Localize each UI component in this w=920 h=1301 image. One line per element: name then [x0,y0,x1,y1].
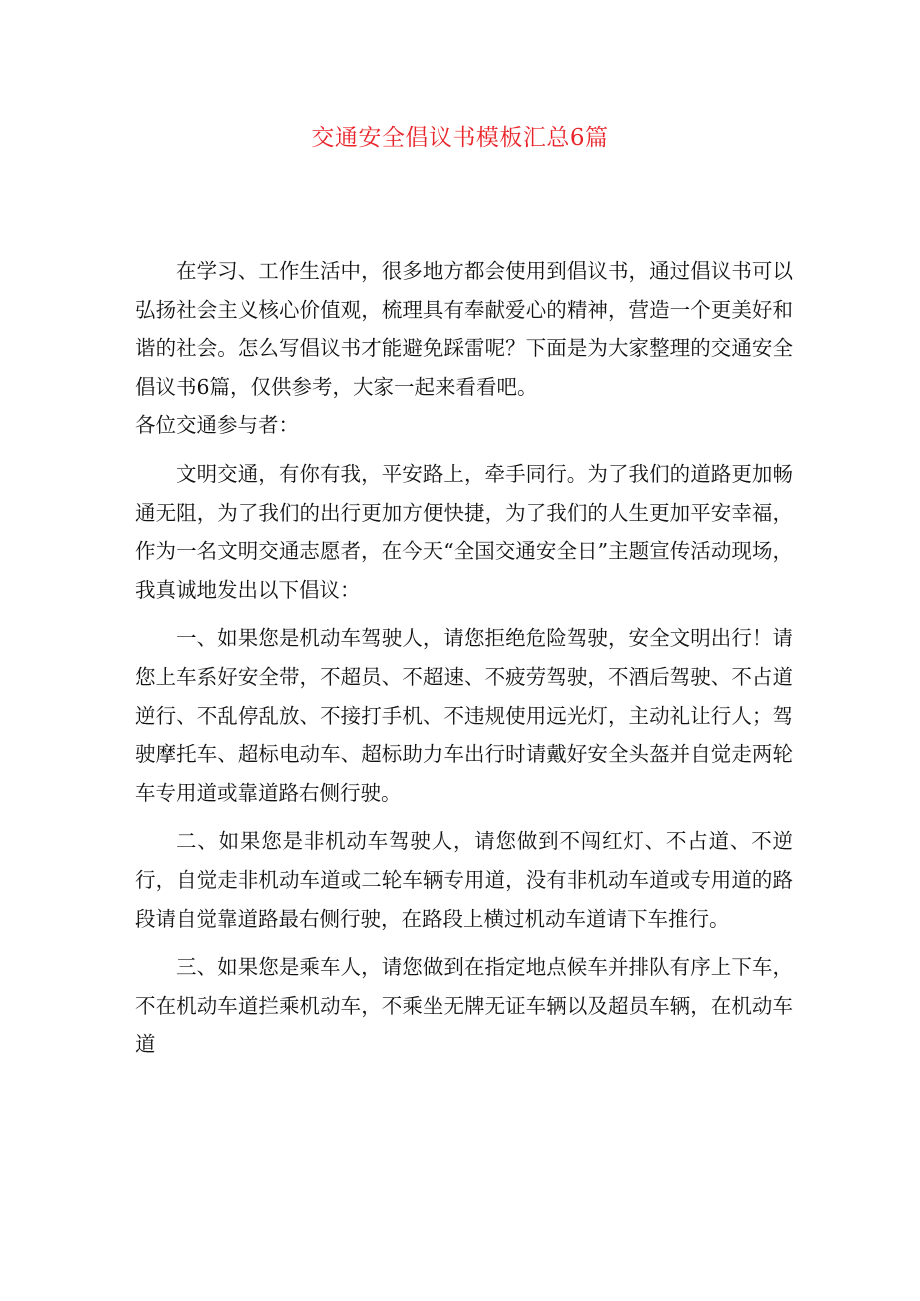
body-paragraph: 一、如果您是机动车驾驶人，请您拒绝危险驾驶，安全文明出行！请您上车系好安全带，不超员、不超速、不疲劳驾驶，不酒后驾驶、不占道逆行、不乱停乱放、不接打手机、不违规使用远光灯，主动礼让行人；驾驶摩托车、超标电动车、超标助力车出行时请戴好安全头盔并自觉走两轮车专用道或靠道路右侧行驶。 [135,626,793,805]
body-paragraph: 二、如果您是非机动车驾驶人，请您做到不闯红灯、不占道、不逆行，自觉走非机动车道或二轮车辆专用道，没有非机动车道或专用道的路段请自觉靠道路最右侧行驶，在路段上横过机动车道请下车推行。 [135,829,793,931]
body-paragraph: 文明交通，有你有我，平安路上，牵手同行。为了我们的道路更加畅通无阻，为了我们的出行更加方便快捷，为了我们的人生更加平安幸福，作为一名文明交通志愿者，在今天“全国交通安全日”主题宣传活动现场，我真诚地发出以下倡议： [135,461,793,602]
intro-paragraph: 在学习、工作生活中，很多地方都会使用到倡议书，通过倡议书可以弘扬社会主义核心价值观，梳理具有奉献爱心的精神，营造一个更美好和谐的社会。怎么写倡议书才能避免踩雷呢？下面是为大家整理的交通安全倡议书6篇，仅供参考，大家一起来看看吧。 [135,259,793,399]
salutation: 各位交通参与者： [135,413,299,438]
body-paragraph: 三、如果您是乘车人，请您做到在指定地点候车并排队有序上下车，不在机动车道拦乘机动车，不乘坐无牌无证车辆以及超员车辆，在机动车道 [135,955,793,1057]
document-body [135,252,793,1064]
document-title: 交通安全倡议书模板汇总6篇 [311,125,609,151]
